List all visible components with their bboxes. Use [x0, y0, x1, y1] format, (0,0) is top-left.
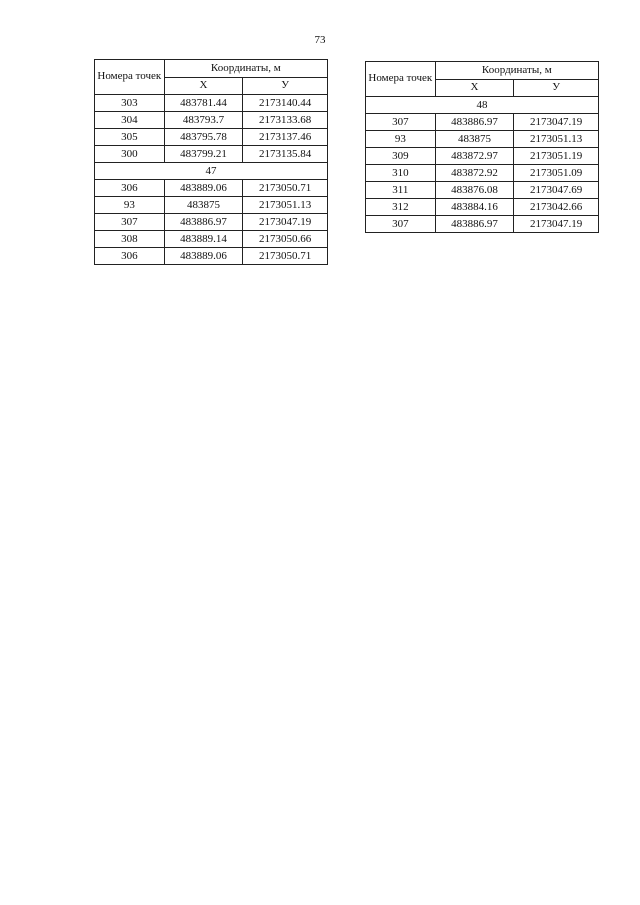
- x-coordinate-cell: 483799.21: [164, 146, 243, 163]
- group-label: 48: [366, 97, 599, 114]
- point-number-cell: 312: [366, 199, 436, 216]
- coordinates-table-left: [94, 59, 328, 265]
- group-label: 47: [95, 163, 328, 180]
- point-number-cell: 300: [95, 146, 165, 163]
- header-point-numbers: Номера точек: [366, 62, 436, 97]
- y-coordinate-cell: 2173047.19: [514, 114, 599, 131]
- y-coordinate-cell: 2173051.19: [514, 148, 599, 165]
- header-y: У: [243, 77, 328, 95]
- y-coordinate-cell: 2173137.46: [243, 129, 328, 146]
- header-point-numbers: Номера точек: [95, 60, 165, 95]
- header-x: X: [435, 79, 514, 97]
- x-coordinate-cell: 483875: [435, 131, 514, 148]
- y-coordinate-cell: 2173047.19: [514, 216, 599, 233]
- point-number-cell: 304: [95, 112, 165, 129]
- x-coordinate-cell: 483781.44: [164, 95, 243, 112]
- x-coordinate-cell: 483884.16: [435, 199, 514, 216]
- y-coordinate-cell: 2173051.13: [243, 197, 328, 214]
- point-number-cell: 311: [366, 182, 436, 199]
- table-row: [366, 165, 599, 182]
- x-coordinate-cell: 483876.08: [435, 182, 514, 199]
- table-row: [366, 216, 599, 233]
- header-coordinates: Координаты, м: [435, 62, 598, 80]
- y-coordinate-cell: 2173135.84: [243, 146, 328, 163]
- table-row: [366, 182, 599, 199]
- table-row: [95, 129, 328, 146]
- y-coordinate-cell: 2173051.09: [514, 165, 599, 182]
- header-x: X: [164, 77, 243, 95]
- point-number-cell: 310: [366, 165, 436, 182]
- point-number-cell: 309: [366, 148, 436, 165]
- x-coordinate-cell: 483889.14: [164, 231, 243, 248]
- point-number-cell: 303: [95, 95, 165, 112]
- y-coordinate-cell: 2173047.69: [514, 182, 599, 199]
- header-coordinates: Координаты, м: [164, 60, 327, 78]
- point-number-cell: 93: [95, 197, 165, 214]
- x-coordinate-cell: 483889.06: [164, 248, 243, 265]
- x-coordinate-cell: 483795.78: [164, 129, 243, 146]
- x-coordinate-cell: 483872.92: [435, 165, 514, 182]
- page-number: 73: [314, 34, 326, 46]
- point-number-cell: 308: [95, 231, 165, 248]
- table-row: [95, 180, 328, 197]
- table-body: [95, 95, 328, 265]
- table-row: [366, 131, 599, 148]
- table-row: [95, 95, 328, 112]
- point-number-cell: 93: [366, 131, 436, 148]
- table-row: [366, 148, 599, 165]
- table-body: [366, 97, 599, 233]
- group-row: [366, 97, 599, 114]
- table-row: [95, 112, 328, 129]
- y-coordinate-cell: 2173133.68: [243, 112, 328, 129]
- point-number-cell: 305: [95, 129, 165, 146]
- y-coordinate-cell: 2173140.44: [243, 95, 328, 112]
- x-coordinate-cell: 483872.97: [435, 148, 514, 165]
- x-coordinate-cell: 483793.7: [164, 112, 243, 129]
- x-coordinate-cell: 483886.97: [435, 216, 514, 233]
- table-row: [95, 231, 328, 248]
- point-number-cell: 306: [95, 248, 165, 265]
- x-coordinate-cell: 483889.06: [164, 180, 243, 197]
- point-number-cell: 307: [366, 216, 436, 233]
- y-coordinate-cell: 2173051.13: [514, 131, 599, 148]
- table-row: [366, 199, 599, 216]
- coordinates-table-right: [365, 61, 599, 233]
- x-coordinate-cell: 483886.97: [435, 114, 514, 131]
- table-row: [95, 146, 328, 163]
- x-coordinate-cell: 483875: [164, 197, 243, 214]
- y-coordinate-cell: 2173042.66: [514, 199, 599, 216]
- y-coordinate-cell: 2173050.66: [243, 231, 328, 248]
- table-row: [95, 214, 328, 231]
- y-coordinate-cell: 2173050.71: [243, 248, 328, 265]
- y-coordinate-cell: 2173050.71: [243, 180, 328, 197]
- table-row: [366, 114, 599, 131]
- table-row: [95, 197, 328, 214]
- x-coordinate-cell: 483886.97: [164, 214, 243, 231]
- point-number-cell: 307: [366, 114, 436, 131]
- point-number-cell: 306: [95, 180, 165, 197]
- header-y: У: [514, 79, 599, 97]
- y-coordinate-cell: 2173047.19: [243, 214, 328, 231]
- group-row: [95, 163, 328, 180]
- point-number-cell: 307: [95, 214, 165, 231]
- table-row: [95, 248, 328, 265]
